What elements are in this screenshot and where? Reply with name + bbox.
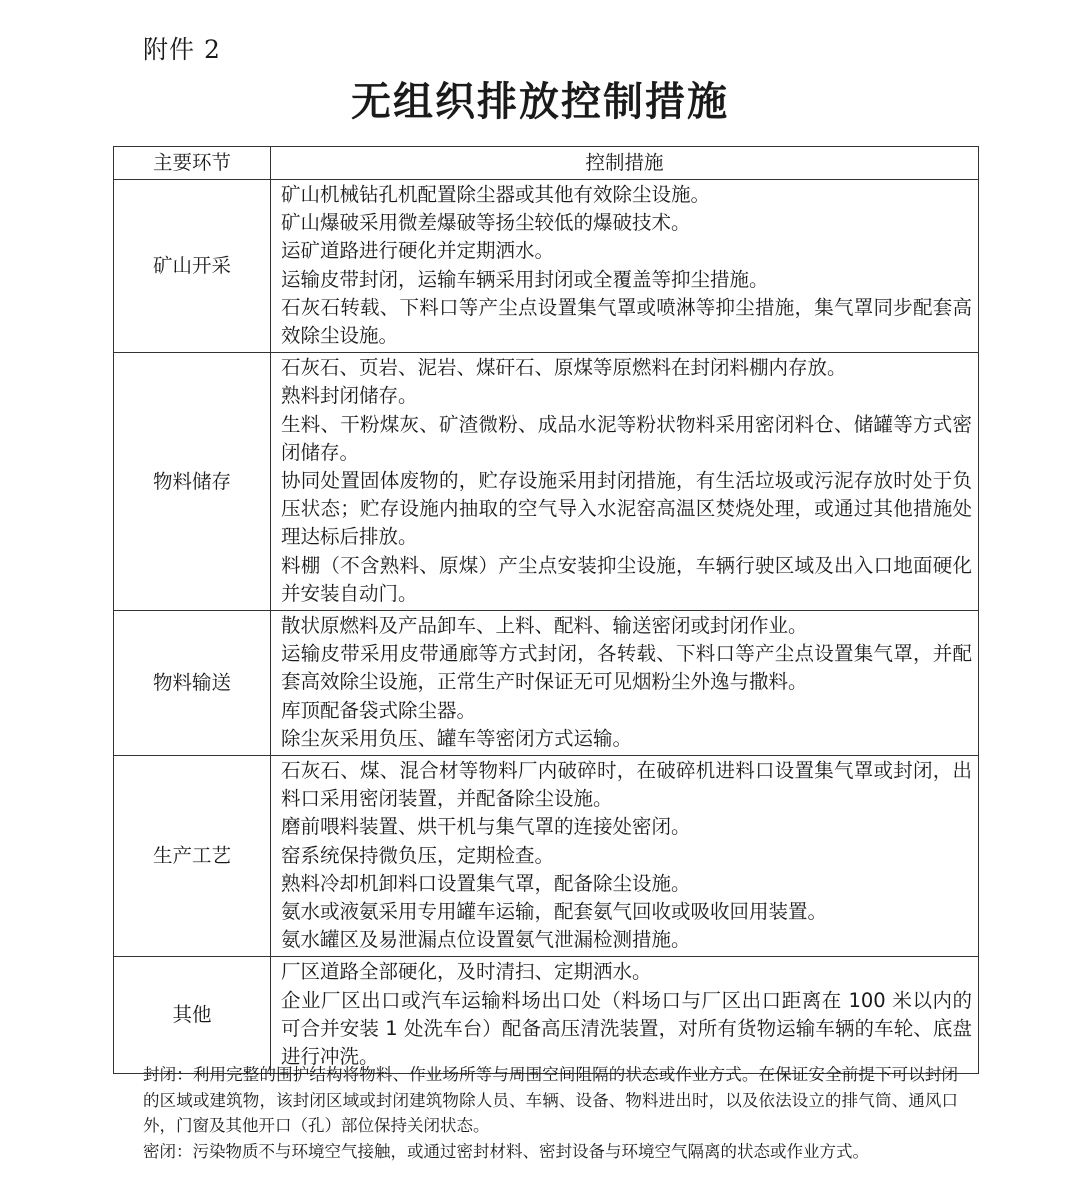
measure-item: 运输皮带封闭，运输车辆采用封闭或全覆盖等抑尘措施。 <box>281 267 769 291</box>
measures-cell <box>271 180 979 353</box>
attachment-label: 附件 2 <box>143 35 221 64</box>
measure-item: 厂区道路全部硬化，及时清扫、定期洒水。 <box>281 960 652 984</box>
measure-item: 协同处置固体废物的，贮存设施采用封闭措施，有生活垃圾或污泥存放时处于负压状态；贮存设施内抽取的空气导入水泥窑高温区焚烧处理，或通过其他措施处理达标后排放。 <box>281 469 972 549</box>
measure-item: 料棚（不含熟料、原煤）产尘点安装抑尘设施，车辆行驶区域及出入口地面硬化并安装自动门。 <box>281 553 972 605</box>
measure-item: 除尘灰采用负压、罐车等密闭方式运输。 <box>281 726 633 750</box>
measures-cell <box>271 353 979 611</box>
measures-cell <box>271 611 979 756</box>
measure-item: 企业厂区出口或汽车运输料场出口处（料场口与厂区出口距离在 100 米以内的可合并安装 1 处洗车台）配备高压清洗装置，对所有货物运输车辆的车轮、底盘进行冲洗。 <box>281 988 972 1069</box>
measure-item: 矿山机械钻孔机配置除尘器或其他有效除尘设施。 <box>281 183 711 206</box>
measure-item: 石灰石、煤、混合材等物料厂内破碎时，在破碎机进料口设置集气罩或封闭，出料口采用密闭装置，并配备除尘设施。 <box>281 759 972 811</box>
measures-cell <box>271 756 979 957</box>
control-measures-table <box>113 146 979 1074</box>
header-stage: 主要环节 <box>114 147 271 180</box>
measure-item: 氨水罐区及易泄漏点位设置氨气泄漏检测措施。 <box>281 928 691 952</box>
measure-item: 库顶配备袋式除尘器。 <box>281 698 477 722</box>
note-sealed-definition: 密闭：污染物质不与环境空气接触，或通过密封材料、密封设备与环境空气隔离的状态或作业方式。 <box>143 1141 869 1161</box>
table-row <box>114 611 979 756</box>
note-enclosed-definition: 封闭：利用完整的围护结构将物料、作业场所等与周围空间阻隔的状态或作业方式。在保证安全前提下可以封闭的区域或建筑物，该封闭区域或封闭建筑物除人员、车辆、设备、物料进出时，以及依法设立的排气筒、通风口外，门窗及其他开口（孔）部位保持关闭状态。 <box>143 1065 958 1135</box>
table-row <box>114 180 979 353</box>
table-row <box>114 756 979 957</box>
document-title: 无组织排放控制措施 <box>351 79 729 125</box>
stage-cell: 物料储存 <box>114 353 271 611</box>
measure-item: 石灰石转载、下料口等产尘点设置集气罩或喷淋等抑尘措施，集气罩同步配套高效除尘设施。 <box>281 295 972 348</box>
measure-item: 矿山爆破采用微差爆破等扬尘较低的爆破技术。 <box>281 211 691 235</box>
table-row <box>114 957 979 1074</box>
measure-item: 氨水或液氨采用专用罐车运输，配套氨气回收或吸收回用装置。 <box>281 900 828 924</box>
stage-cell: 矿山开采 <box>114 180 271 353</box>
table-row <box>114 353 979 611</box>
measure-item: 运矿道路进行硬化并定期洒水。 <box>281 239 555 263</box>
measures-cell <box>271 957 979 1074</box>
stage-cell: 物料输送 <box>114 611 271 756</box>
measure-item: 石灰石、页岩、泥岩、煤矸石、原煤等原燃料在封闭料棚内存放。 <box>281 356 847 380</box>
measure-item: 熟料冷却机卸料口设置集气罩，配备除尘设施。 <box>281 871 691 895</box>
definitions-notes <box>143 1062 958 1164</box>
table-header-row <box>114 147 979 180</box>
measure-item: 运输皮带采用皮带通廊等方式封闭，各转载、下料口等产尘点设置集气罩，并配套高效除尘设施，正常生产时保证无可见烟粉尘外逸与撒料。 <box>281 642 972 694</box>
measure-item: 熟料封闭储存。 <box>281 384 418 408</box>
measure-item: 散状原燃料及产品卸车、上料、配料、输送密闭或封闭作业。 <box>281 614 808 638</box>
header-measures: 控制措施 <box>271 147 979 180</box>
stage-cell: 其他 <box>114 957 271 1074</box>
measure-item: 窑系统保持微负压，定期检查。 <box>281 843 555 867</box>
measure-item: 磨前喂料装置、烘干机与集气罩的连接处密闭。 <box>281 815 691 839</box>
measure-item: 生料、干粉煤灰、矿渣微粉、成品水泥等粉状物料采用密闭料仓、储罐等方式密闭储存。 <box>281 412 972 464</box>
stage-cell: 生产工艺 <box>114 756 271 957</box>
